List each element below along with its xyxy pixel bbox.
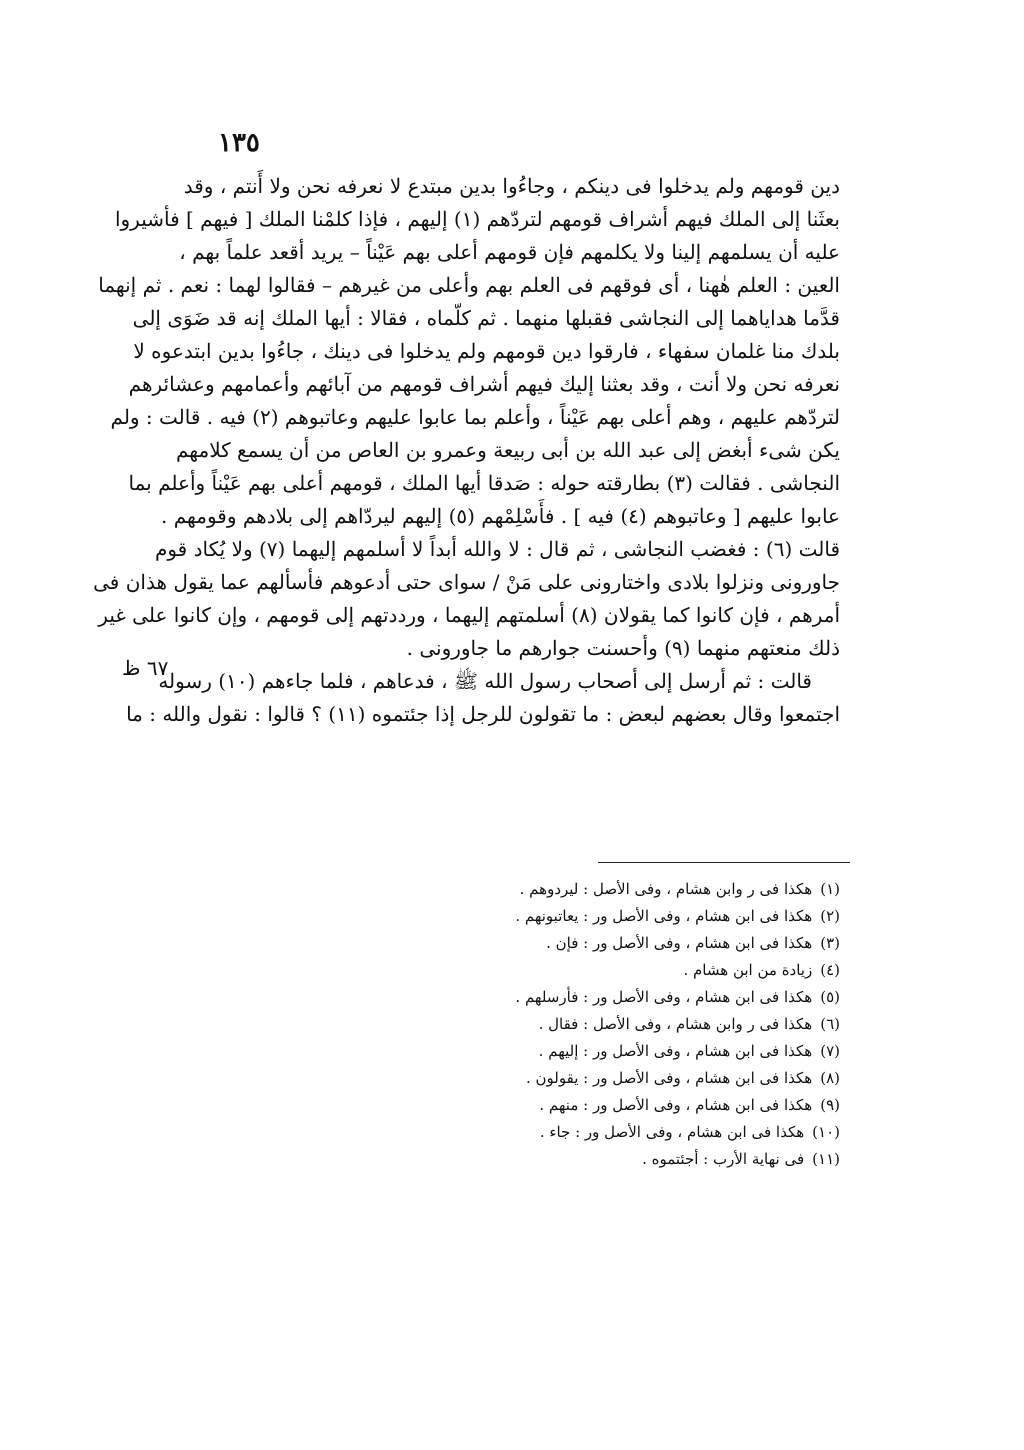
body-line: عليه أن يسلمهم إلينا ولا يكلمهم فإن قومهم أعلى بهم عَيْناً – يريد أقعد علماً بهم ،: [179, 240, 840, 264]
footnote-number: (٦): [820, 1015, 840, 1033]
footnote: [380, 1119, 840, 1146]
footnote: [380, 1092, 840, 1119]
footnote-number: (٧): [820, 1042, 840, 1060]
footnote: [380, 957, 840, 984]
body-line: قالت : ثم أرسل إلى أصحاب رسول الله ﷺ ، فدعاهم ، فلما جاءهم (١٠) رسوله: [158, 669, 812, 693]
body-line: بلدك منا غلمان سفهاء ، فارقوا دين قومهم ولم يدخلوا فى دينك ، جاءُوا بدين ابتدعوه لا: [133, 339, 840, 363]
footnote: [380, 984, 840, 1011]
footnote-divider: [598, 862, 850, 863]
footnote-number: (٢): [820, 907, 840, 925]
footnote-text: هكذا فى ابن هشام ، وفى الأصل ور : فأرسلهم .: [515, 988, 813, 1006]
footnote-text: فى نهاية الأرب : أجئتموه .: [642, 1150, 805, 1168]
body-line: اجتمعوا وقال بعضهم لبعض : ما تقولون للرجل إذا جئتموه (١١) ؟ قالوا : نقول والله : ما: [126, 702, 840, 726]
body-line: عابوا عليهم [ وعاتبوهم (٤) فيه ] . فأَسْلِمْهم (٥) إليهم ليردّاهم إلى بلادهم وقومهم .: [160, 504, 840, 528]
footnote-text: هكذا فى ر وابن هشام ، وفى الأصل : ليردوهم .: [519, 880, 813, 898]
margin-folio-note: ٦٧ ظ: [122, 656, 169, 680]
footnote-number: (١): [820, 880, 840, 898]
footnote-text: هكذا فى ابن هشام ، وفى الأصل ور : يقولون .: [525, 1069, 813, 1087]
footnote-text: هكذا فى ابن هشام ، وفى الأصل ور : جاء .: [539, 1123, 805, 1141]
body-line: بعثَنا إلى الملك فيهم أشراف قومهم لتردّهم (١) إليهم ، فإذا كلمْنا الملك [ فيهم ] فأشيروا: [114, 207, 840, 231]
footnote: [380, 903, 840, 930]
footnote: [380, 1011, 840, 1038]
footnote: [380, 1065, 840, 1092]
body-line: ذلك منعتهم منهما (٩) وأحسنت جوارهم ما جاورونى .: [406, 636, 840, 660]
footnotes: [380, 876, 840, 1173]
footnote-number: (٣): [820, 934, 840, 952]
body-line: جاورونى ونزلوا بلادى واختارونى على مَنْ / سواى حتى أدعوهم فأسألهم عما يقول هذان فى: [93, 570, 840, 594]
body-line: لتردّهم عليهم ، وهم أعلى بهم عَيْناً ، وأعلم بما عابوا عليهم وعاتبوهم (٢) فيه . قالت : ولم: [110, 405, 840, 429]
footnote: [380, 930, 840, 957]
body-line: قالت (٦) : فغضب النجاشى ، ثم قال : لا والله أبداً لا أسلمهم إليهما (٧) ولا يُكاد قوم: [154, 537, 840, 561]
body-line: نعرفه نحن ولا أنت ، وقد بعثنا إليك فيهم أشراف قومهم من آبائهم وأعمامهم وعشائرهم: [128, 372, 840, 396]
footnote-text: هكذا فى ابن هشام ، وفى الأصل ور : يعاتبونهم .: [515, 907, 813, 925]
footnote-number: (٨): [820, 1069, 840, 1087]
body-line: يكن شىء أبغض إلى عبد الله بن أبى ربيعة وعمرو بن العاص من أن يسمع كلامهم: [175, 438, 840, 462]
footnote-number: (١٠): [812, 1123, 840, 1141]
footnote-number: (١١): [812, 1150, 840, 1168]
body-line: أمرهم ، فإن كانوا كما يقولان (٨) أسلمتهم إليهما ، ورددتهم إلى قومهم ، وإن كانوا على غير: [98, 603, 840, 627]
footnote-text: هكذا فى ابن هشام ، وفى الأصل ور : منهم .: [539, 1096, 813, 1114]
body-line: دين قومهم ولم يدخلوا فى دينكم ، وجاءُوا بدين مبتدع لا نعرفه نحن ولا أَنتم ، وقد: [183, 174, 840, 198]
footnote-text: هكذا فى ر وابن هشام ، وفى الأصل : فقال .: [538, 1015, 813, 1033]
body-line: النجاشى . فقالت (٣) بطارقته حوله : صَدقا أيها الملك ، قومهم أعلى بهم عَيْناً وأعلم بما: [128, 471, 840, 495]
page-number: ١٣٥: [218, 128, 260, 158]
footnote-number: (٩): [820, 1096, 840, 1114]
footnote: [380, 876, 840, 903]
body-line: العين : العلم هٰهنا ، أى فوقهم فى العلم بهم وأعلى من غيرهم – فقالوا لهما : نعم . ثم إنهما: [98, 273, 840, 297]
footnote-text: هكذا فى ابن هشام ، وفى الأصل ور : فإن .: [546, 934, 813, 952]
footnote: [380, 1038, 840, 1065]
footnote-number: (٥): [820, 988, 840, 1006]
body-line: قدَّما هداياهما إلى النجاشى فقبلها منهما . ثم كلّماه ، فقالا : أيها الملك إنه قد ضَوَى إلى: [132, 306, 840, 330]
footnote: [380, 1146, 840, 1173]
footnote-number: (٤): [820, 961, 840, 979]
footnote-text: هكذا فى ابن هشام ، وفى الأصل ور : إليهم .: [538, 1042, 813, 1060]
footnote-text: زيادة من ابن هشام .: [683, 961, 813, 979]
